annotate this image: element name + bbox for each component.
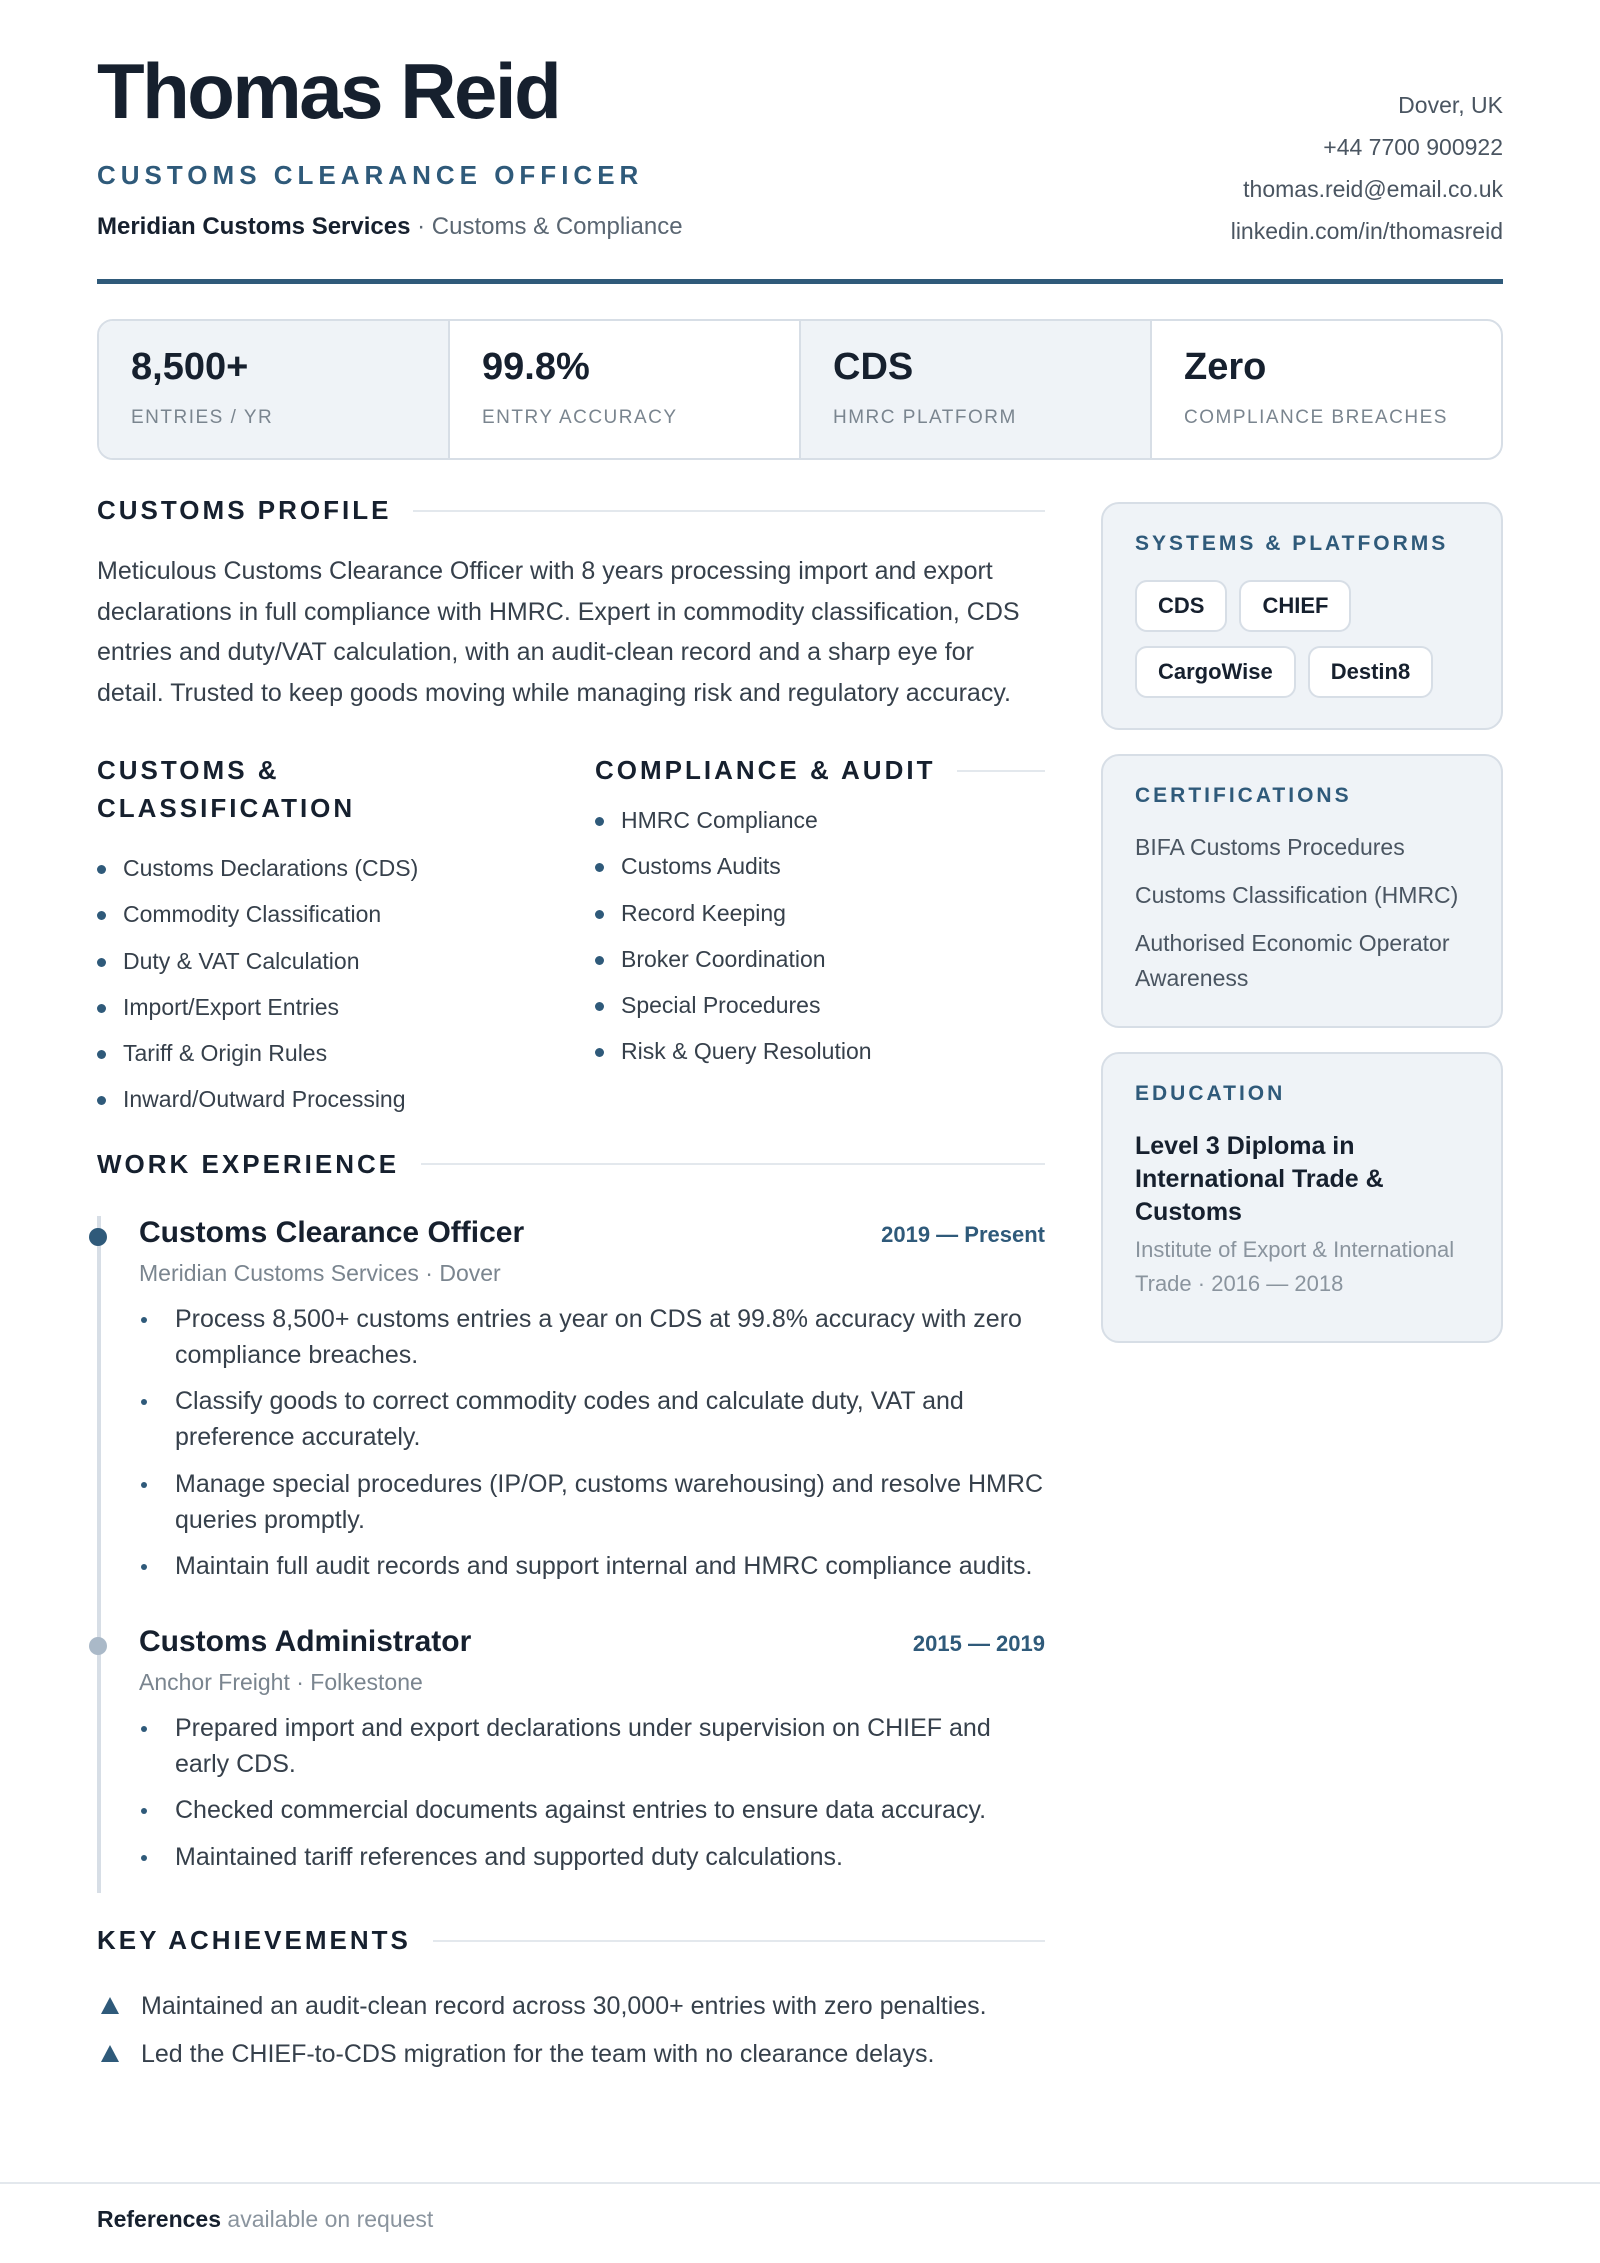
- job-title: Customs Administrator: [139, 1624, 472, 1658]
- resume-header: [97, 0, 1503, 285]
- stats-bar: [97, 319, 1503, 460]
- sidebar: [1101, 502, 1503, 1367]
- profile-heading: [97, 495, 1045, 526]
- header-divider: [97, 279, 1503, 284]
- education-heading: EDUCATION: [1135, 1082, 1286, 1105]
- certifications-list: [1135, 830, 1469, 996]
- list-item: Record Keeping: [595, 890, 1045, 936]
- job-title: Customs Clearance Officer: [139, 1215, 525, 1249]
- job-entry: [97, 1617, 1045, 1894]
- references-label: References: [97, 2206, 222, 2232]
- job-company: Anchor Freight · Folkestone: [139, 1668, 423, 1695]
- achievements-heading-text: KEY ACHIEVEMENTS: [97, 1925, 411, 1956]
- stat-label: ENTRY ACCURACY: [482, 406, 678, 428]
- skills-section: [97, 751, 1045, 1123]
- skills-classification-heading: [97, 751, 595, 827]
- list-item: Inward/Outward Processing: [97, 1076, 595, 1122]
- heading-rule: [433, 1940, 1045, 1942]
- systems-chips: [1135, 580, 1469, 698]
- education-details: Institute of Export & International Trade · 2016 — 2018: [1135, 1237, 1455, 1296]
- list-item: Classify goods to correct commodity codes and calculate duty, VAT and preference accurately.: [139, 1383, 1045, 1455]
- main-column: [97, 495, 1045, 2078]
- timeline-dot-icon: [89, 1637, 107, 1655]
- chip: CHIEF: [1239, 580, 1351, 632]
- achievements-list: [97, 1982, 1045, 2078]
- stat-accuracy: [450, 321, 801, 458]
- chip: CargoWise: [1135, 646, 1296, 698]
- list-item: HMRC Compliance: [595, 797, 1045, 843]
- skills-compliance-heading: [595, 751, 1045, 789]
- certifications-card: [1101, 754, 1503, 1028]
- job-header: [139, 1216, 1045, 1250]
- current-company: Meridian Customs Services: [97, 213, 411, 240]
- list-item: Special Procedures: [595, 982, 1045, 1028]
- experience-timeline: [97, 1216, 1045, 1894]
- contact-phone: +44 7700 900922: [1323, 134, 1503, 160]
- footer: [97, 2206, 433, 2233]
- job-dates: 2015 — 2019: [912, 1630, 1045, 1656]
- job-company: Meridian Customs Services · Dover: [139, 1259, 501, 1286]
- contact-email: thomas.reid@email.co.uk: [1243, 176, 1503, 202]
- heading-rule: [957, 770, 1045, 772]
- triangle-icon: [101, 1997, 119, 2014]
- achievement-text: Maintained an audit-clean record across 30,000+ entries with zero penalties.: [141, 1992, 987, 2021]
- contact-location: Dover, UK: [1398, 92, 1503, 118]
- stat-breaches: [1152, 321, 1501, 458]
- list-item: [97, 2030, 1045, 2078]
- contact-linkedin: linkedin.com/in/thomasreid: [1230, 218, 1503, 244]
- systems-card: [1101, 502, 1503, 730]
- systems-heading: SYSTEMS & PLATFORMS: [1135, 532, 1449, 555]
- list-item: Tariff & Origin Rules: [97, 1030, 595, 1076]
- company-separator: ·: [410, 213, 432, 240]
- department: Customs & Compliance: [431, 213, 683, 240]
- skills-classification-list: [97, 845, 595, 1123]
- chip: CDS: [1135, 580, 1227, 632]
- list-item: Risk & Query Resolution: [595, 1028, 1045, 1074]
- list-item: Maintained tariff references and supported duty calculations.: [139, 1839, 1045, 1875]
- list-item: Broker Coordination: [595, 936, 1045, 982]
- job-dates: 2019 — Present: [881, 1221, 1045, 1247]
- job-bullets: [139, 1710, 1045, 1875]
- stat-value: CDS: [833, 346, 914, 388]
- job-role-title: CUSTOMS CLEARANCE OFFICER: [97, 160, 644, 190]
- profile-heading-text: CUSTOMS PROFILE: [97, 495, 392, 525]
- list-item: Import/Export Entries: [97, 984, 595, 1030]
- stat-value: 8,500+: [131, 346, 249, 388]
- job-entry: [97, 1216, 1045, 1617]
- list-item: Prepared import and export declarations under supervision on CHIEF and early CDS.: [139, 1710, 1045, 1782]
- triangle-icon: [101, 2045, 119, 2062]
- experience-heading-text: WORK EXPERIENCE: [97, 1148, 400, 1179]
- skills-compliance-list: [595, 797, 1045, 1075]
- skills-compliance: [595, 751, 1045, 1123]
- list-item: Checked commercial documents against entries to ensure data accuracy.: [139, 1792, 1045, 1828]
- education-card: [1101, 1052, 1503, 1343]
- list-item: BIFA Customs Procedures: [1135, 834, 1405, 860]
- education-degree: Level 3 Diploma in International Trade & Customs: [1135, 1132, 1384, 1226]
- timeline-dot-icon: [89, 1228, 107, 1246]
- footer-divider: [0, 2182, 1600, 2184]
- heading-rule: [413, 510, 1045, 512]
- current-employer-line: [97, 213, 683, 241]
- list-item: Customs Declarations (CDS): [97, 845, 595, 891]
- experience-heading: [97, 1149, 1045, 1180]
- achievement-text: Led the CHIEF-to-CDS migration for the team with no clearance delays.: [141, 2040, 935, 2069]
- list-item: Customs Classification (HMRC): [1135, 882, 1459, 908]
- job-header: [139, 1625, 1045, 1659]
- stat-value: 99.8%: [482, 346, 590, 388]
- stat-label: HMRC PLATFORM: [833, 406, 1017, 428]
- job-bullets: [139, 1301, 1045, 1585]
- list-item: Maintain full audit records and support internal and HMRC compliance audits.: [139, 1548, 1045, 1584]
- heading-rule: [421, 1163, 1045, 1165]
- list-item: Duty & VAT Calculation: [97, 938, 595, 984]
- references-text: available on request: [221, 2206, 434, 2232]
- candidate-name: Thomas Reid: [97, 47, 560, 135]
- list-item: [97, 1982, 1045, 2030]
- stat-value: Zero: [1184, 346, 1267, 388]
- chip: Destin8: [1308, 646, 1433, 698]
- skills-classification-heading-text: CUSTOMS & CLASSIFICATION: [97, 755, 356, 823]
- list-item: Customs Audits: [595, 843, 1045, 889]
- contact-block: [1231, 84, 1503, 252]
- certifications-heading: CERTIFICATIONS: [1135, 784, 1352, 807]
- stat-label: ENTRIES / YR: [131, 406, 274, 428]
- profile-summary: Meticulous Customs Clearance Officer with 8 years processing import and export declarations in full compliance with HMRC. Expert in commodity classification, CDS entries and duty/VAT calculation, with an audit-clean record and a sharp eye for detail. Trusted to keep goods moving while managing risk and regulatory accuracy.: [97, 557, 1020, 707]
- achievements-heading: [97, 1925, 1045, 1956]
- skills-compliance-heading-text: COMPLIANCE & AUDIT: [595, 755, 936, 785]
- list-item: Commodity Classification: [97, 891, 595, 937]
- list-item: Process 8,500+ customs entries a year on CDS at 99.8% accuracy with zero compliance breaches.: [139, 1301, 1045, 1373]
- stat-entries: [99, 321, 450, 458]
- stat-label: COMPLIANCE BREACHES: [1184, 406, 1448, 428]
- list-item: Authorised Economic Operator Awareness: [1135, 930, 1450, 991]
- list-item: Manage special procedures (IP/OP, customs warehousing) and resolve HMRC queries promptly.: [139, 1466, 1045, 1538]
- skills-classification: [97, 751, 595, 1123]
- stat-platform: [801, 321, 1152, 458]
